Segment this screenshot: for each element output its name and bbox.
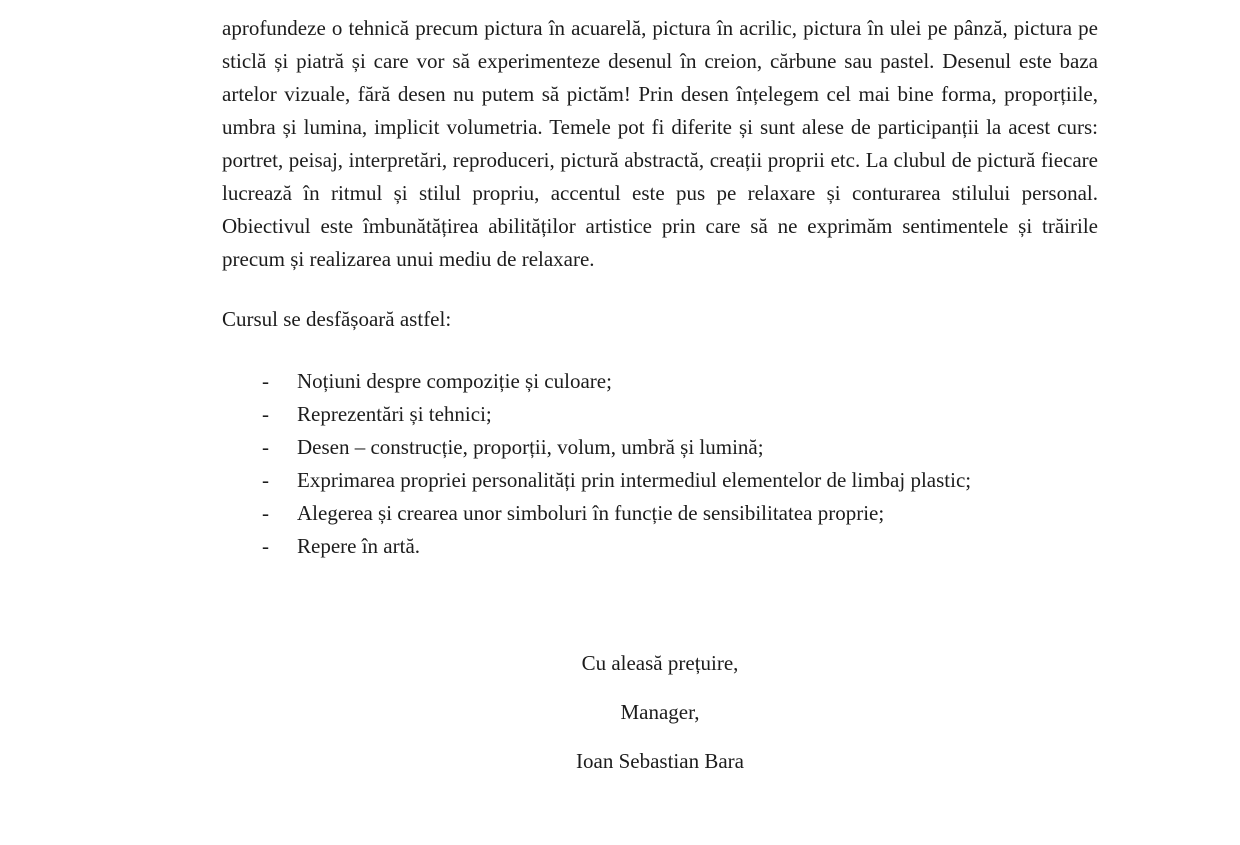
list-item — [222, 464, 1098, 497]
list-item-text: Exprimarea propriei personalități prin intermediul elementelor de limbaj plastic; — [297, 468, 972, 492]
list-item-text: Desen – construcție, proporții, volum, umbră și lumină; — [297, 435, 764, 459]
closing-block — [222, 639, 1098, 786]
dash-bullet: - — [262, 402, 269, 426]
dash-bullet: - — [262, 369, 269, 393]
closing-salutation: Cu aleasă prețuire, — [581, 651, 739, 675]
dash-bullet: - — [262, 435, 269, 459]
list-item-text: Noțiuni despre compoziție și culoare; — [297, 369, 612, 393]
list-item-text: Repere în artă. — [297, 534, 421, 558]
body-paragraph: aprofundeze o tehnică precum pictura în acuarelă, pictura în acrilic, pictura în ulei pe pânză, pictura pe sticlă și piatră și care vor să experimenteze desenul în creion, cărbune sau pastel. Desenul este baza artelor vizuale, fără desen nu putem să pictăm! Prin desen înțelegem cel mai bine forma, proporțiile, umbra și lumina, implicit volumetria. Temele pot fi diferite și sunt alese de participanții la acest curs: portret, peisaj, interpretări, reproduceri, pictură abstractă, creații proprii etc. La clubul de pictură fiecare lucrează în ritmul și stilul propriu, accentul este pus pe relaxare și conturarea stilului personal. Obiectivul este îmbunătățirea abilităților artistice prin care să ne exprimăm sentimentele și trăirile precum și realizarea unui mediu de relaxare. — [222, 16, 1098, 271]
list-item — [222, 398, 1098, 431]
list-item — [222, 431, 1098, 464]
course-topics-list — [222, 365, 1098, 563]
list-item — [222, 530, 1098, 563]
dash-bullet: - — [262, 468, 269, 492]
list-item — [222, 365, 1098, 398]
list-item-text: Reprezentări și tehnici; — [297, 402, 492, 426]
closing-title: Manager, — [620, 700, 700, 724]
list-item-text: Alegerea și crearea unor simboluri în funcție de sensibilitatea proprie; — [297, 501, 885, 525]
document-content — [222, 12, 1098, 786]
dash-bullet: - — [262, 534, 269, 558]
closing-signature: Ioan Sebastian Bara — [576, 749, 744, 773]
list-item — [222, 497, 1098, 530]
lead-in-line: Cursul se desfășoară astfel: — [222, 307, 452, 331]
dash-bullet: - — [262, 501, 269, 525]
